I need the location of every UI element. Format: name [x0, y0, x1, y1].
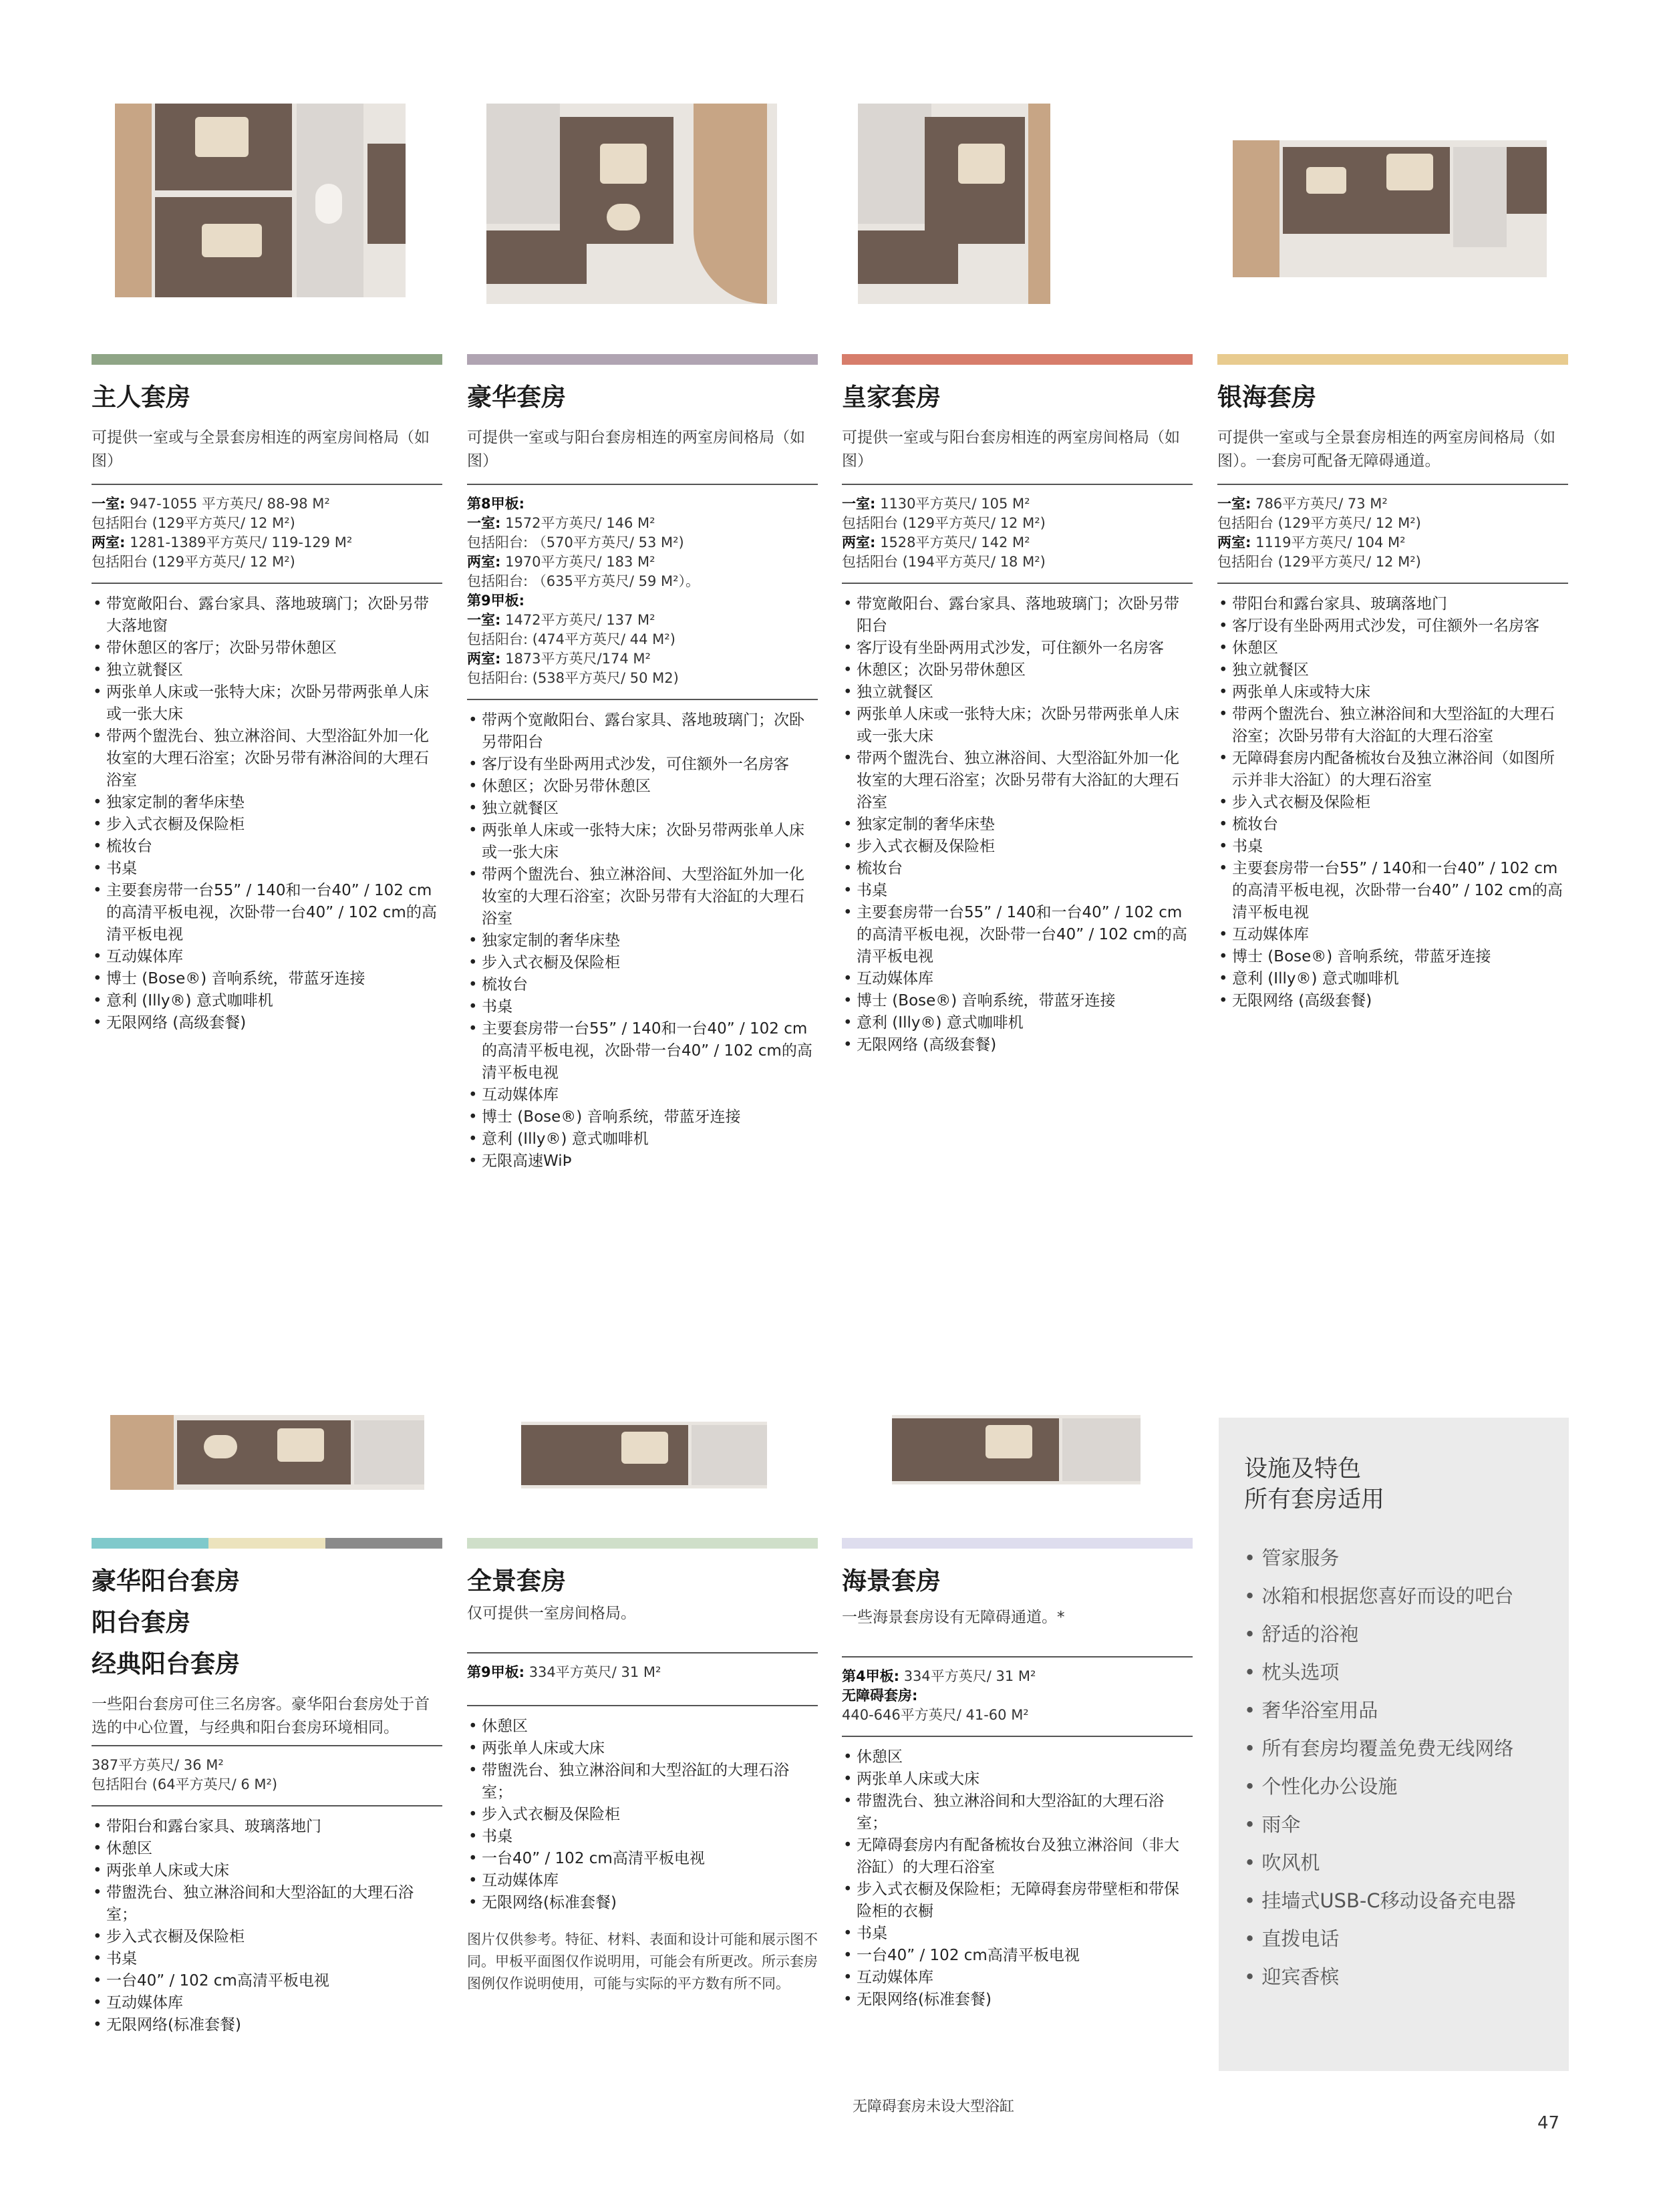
feature-item: • 休憩区；次卧另带休憩区: [467, 776, 818, 798]
vista-suite-title: 海景套房: [842, 1567, 941, 1595]
spec-line: 一室: 947-1055 平方英尺/ 88-98 M²: [92, 496, 330, 512]
feature-item: • 博士 (Bose®) 音响系统，带蓝牙连接: [842, 990, 1193, 1012]
spec-line: 一室: 786平方英尺/ 73 M²: [1217, 496, 1388, 512]
amenity-item: • 冰箱和根据您喜好而设的吧台: [1244, 1577, 1569, 1615]
feature-item: • 带两个盥洗台、独立淋浴间和大型浴缸的大理石浴室；次卧另带有大浴缸的大理石浴室: [1217, 703, 1568, 748]
master-suite-floorplan: [115, 104, 406, 297]
veranda-suite-specs: [92, 1756, 442, 1794]
spec-line: 包括阳台 (194平方英尺/ 18 M²): [842, 554, 1046, 570]
panorama-suite-features: [467, 1716, 818, 1914]
amenity-item: • 管家服务: [1244, 1539, 1569, 1577]
feature-item: • 互动媒体库: [467, 1870, 818, 1892]
spec-line: 两室: 1281-1389平方英尺/ 119-129 M²: [92, 534, 353, 550]
feature-item: • 互动媒体库: [92, 946, 442, 968]
amenities-heading-line-1: 设施及特色: [1244, 1456, 1362, 1482]
spec-line: 两室: 1528平方英尺/ 142 M²: [842, 534, 1030, 550]
amenity-item: • 直拨电话: [1244, 1920, 1569, 1958]
feature-item: • 带阳台和露台家具、玻璃落地门: [1217, 593, 1568, 615]
spec-line: 一室: 1472平方英尺/ 137 M²: [467, 612, 655, 628]
amenities-panel: [1219, 1418, 1569, 2071]
vista-suite-floorplan: [892, 1415, 1141, 1484]
feature-item: • 博士 (Bose®) 音响系统，带蓝牙连接: [467, 1106, 818, 1128]
amenity-item: • 所有套房均覆盖免费无线网络: [1244, 1730, 1569, 1768]
feature-item: • 意利 (Illy®) 意式咖啡机: [467, 1128, 818, 1150]
spec-line: 包括阳台: （570平方英尺/ 53 M²): [467, 534, 684, 550]
feature-item: • 两张单人床或大床: [92, 1860, 442, 1882]
feature-item: • 无限网络 (高级套餐): [842, 1034, 1193, 1056]
feature-item: • 带宽敞阳台、露台家具、落地玻璃门；次卧另带大落地窗: [92, 593, 442, 637]
vista-suite-description: 一些海景套房设有无障碍通道。*: [842, 1609, 1065, 1626]
silver-suite-description: 可提供一室或与全景套房相连的两室房间格局（如图）。一套房可配备无障碍通道。: [1217, 429, 1555, 470]
feature-item: • 带两个宽敞阳台、露台家具、落地玻璃门；次卧另带阳台: [467, 709, 818, 754]
panorama-suite-specs: [467, 1663, 818, 1682]
amenities-heading: [1219, 1418, 1569, 1515]
feature-item: • 休憩区: [842, 1746, 1193, 1768]
veranda-color-bar: [92, 1538, 442, 1549]
feature-item: • 意利 (Illy®) 意式咖啡机: [1217, 968, 1568, 990]
feature-item: • 主要套房带一台55” / 140和一台40” / 102 cm 的高清平板电视，次卧带一台40” / 102 cm的高清平板电视: [1217, 858, 1568, 924]
spec-line: 包括阳台 (64平方英尺/ 6 M²): [92, 1776, 278, 1792]
feature-item: • 带盥洗台、独立淋浴间和大型浴缸的大理石浴室；: [467, 1760, 818, 1804]
feature-item: • 书桌: [467, 996, 818, 1018]
spec-line: 第4甲板: 334平方英尺/ 31 M²: [842, 1668, 1036, 1684]
feature-item: • 休憩区: [92, 1838, 442, 1860]
feature-item: • 无限网络 (高级套餐): [1217, 990, 1568, 1012]
veranda-suite-title-2: 阳台套房: [92, 1608, 190, 1637]
feature-item: • 带两个盥洗台、独立淋浴间、大型浴缸外加一化妆室的大理石浴室；次卧另带有淋浴间的大理石浴室: [92, 726, 442, 792]
vista-color-bar: [842, 1538, 1193, 1549]
feature-item: • 步入式衣橱及保险柜: [467, 952, 818, 974]
spec-line: 包括阳台: （635平方英尺/ 59 M²）。: [467, 573, 700, 589]
feature-item: • 独立就餐区: [92, 659, 442, 681]
veranda-suite-description: 一些阳台套房可住三名房客。豪华阳台套房处于首选的中心位置，与经典和阳台套房环境相同。: [92, 1696, 430, 1736]
amenity-item: • 吹风机: [1244, 1844, 1569, 1882]
feature-item: • 梳妆台: [1217, 814, 1568, 836]
feature-item: • 两张单人床或大床: [467, 1738, 818, 1760]
penthouse-suite-title: 豪华套房: [467, 383, 566, 412]
feature-item: • 独家定制的奢华床垫: [92, 792, 442, 814]
veranda-suite-title-1: 豪华阳台套房: [92, 1567, 240, 1595]
spec-line: 包括阳台 (129平方英尺/ 12 M²): [1217, 515, 1421, 531]
feature-item: • 互动媒体库: [92, 1992, 442, 2014]
spec-line: 第9甲板: 334平方英尺/ 31 M²: [467, 1664, 661, 1680]
amenity-item: • 舒适的浴袍: [1244, 1615, 1569, 1653]
feature-item: • 书桌: [467, 1826, 818, 1848]
feature-item: • 无限网络(标准套餐): [467, 1892, 818, 1914]
feature-item: • 主要套房带一台55” / 140和一台40” / 102 cm 的高清平板电视，次卧带一台40” / 102 cm的高清平板电视: [842, 902, 1193, 968]
spec-line: 包括阳台 (129平方英尺/ 12 M²): [92, 515, 295, 531]
feature-item: • 梳妆台: [842, 858, 1193, 880]
feature-item: • 客厅设有坐卧两用式沙发，可住额外一名房客: [467, 754, 818, 776]
feature-item: • 客厅设有坐卧两用式沙发，可住额外一名房客: [1217, 615, 1568, 637]
feature-item: • 无限网络(标准套餐): [842, 1989, 1193, 2011]
feature-item: • 意利 (Illy®) 意式咖啡机: [842, 1012, 1193, 1034]
feature-item: • 休憩区: [1217, 637, 1568, 659]
feature-item: • 一台40” / 102 cm高清平板电视: [842, 1945, 1193, 1967]
penthouse-suite-section: [467, 354, 818, 1172]
spec-line: 第9甲板:: [467, 593, 525, 609]
panorama-suite-floorplan: [521, 1422, 767, 1488]
spec-line: 两室: 1119平方英尺/ 104 M²: [1217, 534, 1406, 550]
panorama-suite-description: 仅可提供一室房间格局。: [467, 1605, 636, 1622]
spec-line: 一室: 1130平方英尺/ 105 M²: [842, 496, 1030, 512]
silver-suite-section: [1217, 354, 1568, 1012]
grand-suite-title: 皇家套房: [842, 383, 941, 412]
feature-item: • 无障碍套房内配备梳妆台及独立淋浴间（如图所示并非大浴缸）的大理石浴室: [1217, 748, 1568, 792]
feature-item: • 主要套房带一台55” / 140和一台40” / 102 cm 的高清平板电视，次卧带一台40” / 102 cm的高清平板电视: [467, 1018, 818, 1084]
panorama-suite-section: [467, 1538, 818, 1995]
feature-item: • 两张单人床或一张特大床；次卧另带两张单人床或一张大床: [467, 820, 818, 864]
spec-line: 无障碍套房:: [842, 1688, 918, 1704]
feature-item: • 客厅设有坐卧两用式沙发，可住额外一名房客: [842, 637, 1193, 659]
vista-suite-section: [842, 1538, 1193, 2011]
grand-suite-floorplan: [858, 104, 1050, 304]
feature-item: • 无限网络 (高级套餐): [92, 1012, 442, 1034]
grand-suite-description: 可提供一室或与阳台套房相连的两室房间格局（如图）: [842, 429, 1180, 470]
feature-item: • 两张单人床或大床: [842, 1768, 1193, 1790]
penthouse-suite-floorplan: [486, 104, 777, 304]
feature-item: • 带宽敞阳台、露台家具、落地玻璃门；次卧另带阳台: [842, 593, 1193, 637]
feature-item: • 带两个盥洗台、独立淋浴间、大型浴缸外加一化妆室的大理石浴室；次卧另带有大浴缸的大理石浴室: [467, 864, 818, 930]
feature-item: • 步入式衣橱及保险柜: [1217, 792, 1568, 814]
amenity-item: • 个性化办公设施: [1244, 1768, 1569, 1806]
amenity-item: • 迎宾香槟: [1244, 1958, 1569, 1996]
feature-item: • 书桌: [92, 1948, 442, 1970]
veranda-suite-floorplan: [110, 1415, 424, 1490]
feature-item: • 步入式衣橱及保险柜: [92, 1926, 442, 1948]
spec-line: 第8甲板:: [467, 496, 525, 512]
feature-item: • 步入式衣橱及保险柜；无障碍套房带壁柜和带保险柜的衣橱: [842, 1879, 1193, 1923]
master-suite-description: 可提供一室或与全景套房相连的两室房间格局（如图）: [92, 429, 430, 470]
feature-item: • 两张单人床或特大床: [1217, 681, 1568, 703]
feature-item: • 互动媒体库: [842, 1967, 1193, 1989]
grand-suite-features: [842, 593, 1193, 1056]
silver-suite-features: [1217, 593, 1568, 1012]
amenity-item: • 枕头选项: [1244, 1653, 1569, 1692]
spec-line: 387平方英尺/ 36 M²: [92, 1757, 224, 1773]
amenity-item: • 挂墙式USB-C移动设备充电器: [1244, 1882, 1569, 1920]
panorama-suite-title: 全景套房: [467, 1567, 566, 1595]
amenities-list: [1219, 1539, 1569, 1996]
feature-item: • 独立就餐区: [1217, 659, 1568, 681]
penthouse-suite-description: 可提供一室或与阳台套房相连的两室房间格局（如图）: [467, 429, 805, 470]
amenity-item: • 奢华浴室用品: [1244, 1692, 1569, 1730]
feature-item: • 带阳台和露台家具、玻璃落地门: [92, 1816, 442, 1838]
feature-item: • 互动媒体库: [467, 1084, 818, 1106]
accessibility-footnote: 无障碍套房未设大型浴缸: [853, 2098, 1015, 2115]
amenity-item: • 雨伞: [1244, 1806, 1569, 1844]
feature-item: • 互动媒体库: [1217, 924, 1568, 946]
feature-item: • 步入式衣橱及保险柜: [467, 1804, 818, 1826]
spec-line: 440-646平方英尺/ 41-60 M²: [842, 1707, 1029, 1723]
feature-item: • 梳妆台: [92, 836, 442, 858]
vista-suite-features: [842, 1746, 1193, 2011]
feature-item: • 带两个盥洗台、独立淋浴间、大型浴缸外加一化妆室的大理石浴室；次卧另带有大浴缸的大理石浴室: [842, 748, 1193, 814]
feature-item: • 书桌: [842, 880, 1193, 902]
feature-item: • 独家定制的奢华床垫: [467, 930, 818, 952]
feature-item: • 两张单人床或一张特大床；次卧另带两张单人床或一张大床: [92, 681, 442, 726]
feature-item: • 一台40” / 102 cm高清平板电视: [467, 1848, 818, 1870]
spec-line: 一室: 1572平方英尺/ 146 M²: [467, 515, 655, 531]
master-color-bar: [92, 354, 442, 365]
feature-item: • 带盥洗台、独立淋浴间和大型浴缸的大理石浴室；: [92, 1882, 442, 1926]
silver-suite-specs: [1217, 494, 1568, 572]
feature-item: • 无限网络(标准套餐): [92, 2014, 442, 2036]
feature-item: • 步入式衣橱及保险柜: [842, 836, 1193, 858]
amenities-heading-line-2: 所有套房适用: [1244, 1486, 1385, 1513]
spec-line: 两室: 1873平方英尺/174 M²: [467, 651, 651, 667]
spec-line: 包括阳台: (474平方英尺/ 44 M²): [467, 631, 675, 647]
master-suite-features: [92, 593, 442, 1034]
silver-color-bar: [1217, 354, 1568, 365]
grand-suite-section: [842, 354, 1193, 1056]
feature-item: • 两张单人床或一张特大床；次卧另带两张单人床或一张大床: [842, 703, 1193, 748]
feature-item: • 独立就餐区: [467, 798, 818, 820]
feature-item: • 带盥洗台、独立淋浴间和大型浴缸的大理石浴室；: [842, 1790, 1193, 1835]
feature-item: • 梳妆台: [467, 974, 818, 996]
spec-line: 两室: 1970平方英尺/ 183 M²: [467, 554, 655, 570]
feature-item: • 独家定制的奢华床垫: [842, 814, 1193, 836]
feature-item: • 无障碍套房内有配备梳妆台及独立淋浴间（非大浴缸）的大理石浴室: [842, 1835, 1193, 1879]
feature-item: • 休憩区；次卧另带休憩区: [842, 659, 1193, 681]
veranda-suite-title-3: 经典阳台套房: [92, 1649, 240, 1678]
spec-line: 包括阳台 (129平方英尺/ 12 M²): [92, 554, 295, 570]
feature-item: • 书桌: [92, 858, 442, 880]
spec-line: 包括阳台: (538平方英尺/ 50 M2): [467, 670, 679, 686]
feature-item: • 互动媒体库: [842, 968, 1193, 990]
penthouse-suite-specs: [467, 494, 818, 688]
feature-item: • 一台40” / 102 cm高清平板电视: [92, 1970, 442, 1992]
feature-item: • 博士 (Bose®) 音响系统，带蓝牙连接: [92, 968, 442, 990]
silver-suite-floorplan: [1233, 140, 1547, 277]
feature-item: • 步入式衣橱及保险柜: [92, 814, 442, 836]
page-number: 47: [1537, 2113, 1560, 2133]
spec-line: 包括阳台 (129平方英尺/ 12 M²): [842, 515, 1046, 531]
feature-item: • 无限高速WiÞ: [467, 1150, 818, 1172]
feature-item: • 书桌: [1217, 836, 1568, 858]
feature-item: • 独立就餐区: [842, 681, 1193, 703]
grand-color-bar: [842, 354, 1193, 365]
vista-suite-specs: [842, 1667, 1193, 1725]
veranda-suite-features: [92, 1816, 442, 2036]
silver-suite-title: 银海套房: [1217, 383, 1316, 412]
disclaimer-note: 图片仅供参考。特征、材料、表面和设计可能和展示图不同。甲板平面图仅作说明用，可能会有所更改。所示套房图例仅作说明使用，可能与实际的平方数有所不同。: [467, 1931, 818, 1992]
feature-item: • 博士 (Bose®) 音响系统，带蓝牙连接: [1217, 946, 1568, 968]
veranda-suite-section: [92, 1538, 442, 2036]
feature-item: • 书桌: [842, 1923, 1193, 1945]
feature-item: • 意利 (Illy®) 意式咖啡机: [92, 990, 442, 1012]
feature-item: • 休憩区: [467, 1716, 818, 1738]
master-suite-title: 主人套房: [92, 383, 190, 412]
master-suite-section: [92, 354, 442, 1034]
penthouse-suite-features: [467, 709, 818, 1172]
penthouse-color-bar: [467, 354, 818, 365]
grand-suite-specs: [842, 494, 1193, 572]
feature-item: • 主要套房带一台55” / 140和一台40” / 102 cm 的高清平板电视，次卧带一台40” / 102 cm的高清平板电视: [92, 880, 442, 946]
panorama-color-bar: [467, 1538, 818, 1549]
master-suite-specs: [92, 494, 442, 572]
feature-item: • 带休憩区的客厅；次卧另带休憩区: [92, 637, 442, 659]
spec-line: 包括阳台 (129平方英尺/ 12 M²): [1217, 554, 1421, 570]
